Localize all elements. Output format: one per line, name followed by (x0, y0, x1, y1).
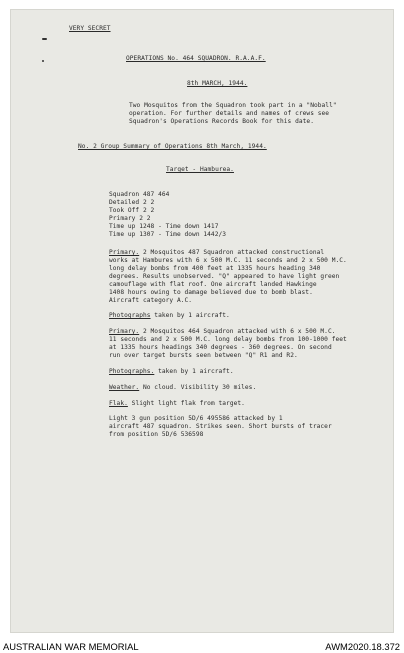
primary-line: at 1335 hours headings 340 degrees - 360 degrees. On second (109, 344, 332, 351)
photographs-label: Photographs. (109, 368, 155, 375)
primary-text: 2 Mosquitos 487 Squadron attacked constructional (139, 249, 325, 256)
primary-label: Primary. (109, 328, 140, 335)
stats-line: Took Off 2 2 (109, 207, 155, 214)
intro-line: Two Mosquitos from the Squadron took part in a "Noball" (129, 102, 337, 109)
primary-line: Aircraft category A.C. (109, 297, 193, 304)
stats-line: Primary 2 2 (109, 215, 151, 222)
primary-line: works at Hambures with 6 x 500 M.C. 11 seconds and 2 x 500 M.C. (109, 257, 347, 264)
footer-bar (0, 639, 404, 653)
heading: OPERATIONS No. 464 SQUADRON. R.A.A.F. (126, 55, 266, 62)
target-line: Target - Hamburea. (166, 166, 234, 173)
ink-mark (42, 60, 44, 62)
intro-line: operation. For further details and names of crews see (129, 110, 330, 117)
footer-institution: AUSTRALIAN WAR MEMORIAL (3, 641, 139, 652)
weather-line (109, 384, 256, 391)
date: 8th MARCH, 1944. (187, 80, 248, 87)
primary-line: 11 seconds and 2 x 500 M.C. long delay bombs from 100-1000 feet (109, 336, 347, 343)
primary-line: camouflage with flat roof. One aircraft landed Hawkinge (109, 281, 317, 288)
ink-mark (42, 38, 47, 40)
stats-line: Time up 1248 - Time down 1417 (109, 223, 219, 230)
flak-text: Slight light flak from target. (127, 400, 245, 407)
footer-accession-number: AWM2020.18.372 (325, 641, 400, 652)
photographs-text: taken by 1 aircraft. (154, 368, 234, 375)
primary-line: 1408 hours owing to damage believed due to bomb blast. (109, 289, 313, 296)
flak-detail-line: Light 3 gun position 5D/6 495586 attacked by 1 (109, 415, 283, 422)
stats-line: Squadron 487 464 (109, 191, 170, 198)
primary-paragraph-first-line (109, 328, 336, 335)
photographs-line (109, 368, 234, 375)
stats-line: Detailed 2 2 (109, 199, 155, 206)
intro-line: Squadron's Operations Records Book for this date. (129, 118, 314, 125)
weather-text: No cloud. Visibility 30 miles. (139, 384, 257, 391)
flak-label: Flak. (109, 400, 128, 407)
photographs-text: taken by 1 aircraft. (150, 312, 230, 319)
weather-label: Weather. (109, 384, 140, 391)
primary-line: degrees. Results unobserved. "Q" appeared to have light green (109, 273, 340, 280)
primary-line: long delay bombs from 400 feet at 1335 hours heading 340 (109, 265, 321, 272)
primary-label: Primary. (109, 249, 140, 256)
classification: VERY SECRET (69, 25, 111, 32)
summary-title: No. 2 Group Summary of Operations 8th March, 1944. (78, 143, 267, 150)
flak-detail-line: aircraft 487 squadron. Strikes seen. Short bursts of tracer (109, 423, 332, 430)
photographs-line (109, 312, 230, 319)
primary-line: run over target bursts seen between "Q" R1 and R2. (109, 352, 298, 359)
flak-line (109, 400, 245, 407)
primary-text: 2 Mosquitos 464 Squadron attacked with 6 x 500 M.C. (139, 328, 336, 335)
flak-detail-line: from position 5D/6 536598 (109, 431, 204, 438)
document-page (11, 10, 393, 632)
primary-paragraph-first-line (109, 249, 324, 256)
stats-line: Time up 1307 - Time down 1442/3 (109, 231, 227, 238)
photographs-label: Photographs (109, 312, 151, 319)
